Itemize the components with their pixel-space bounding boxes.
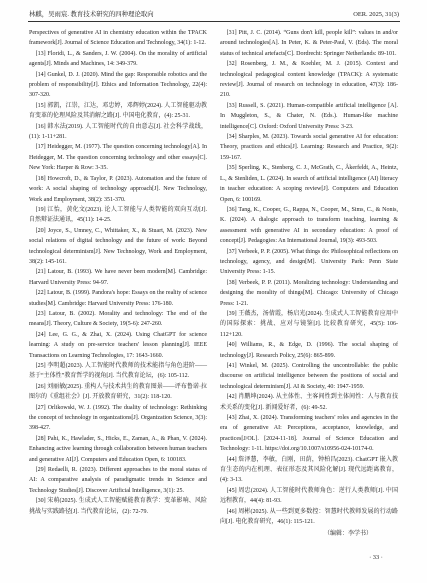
reference-entry: [42] 肖鹏坤(2024). 从主体性、主客间性到主体间性：人与教育技术关系的变化[J]. 新闻爱好者，(6): 49-52. bbox=[220, 394, 398, 411]
reference-entry: [44] 詹泽慧，李敏，白刚，田荫，钟柏昌(2023). ChatGPT 嵌入教育生态的内在机理、表征形态及其风险化解[J]. 现代远距离教育，(4): 3-13. bbox=[220, 456, 398, 484]
reference-entry: [39] 王薇杰，汤倩霞，杨启光(2024). 生成式人工智能教育应用中的国际探索：挑战、应对与镜鉴[J]. 比较教育研究，45(5): 106-112+120. bbox=[220, 310, 398, 338]
reference-entry: [32] Rosenberg, J. M., & Koehler, M. J. (2015). Context and technological pedagogical content knowledge (TPACK): A systematic review[J]. Journal of research on technology in education, 47(3): 186-210. bbox=[220, 61, 398, 99]
reference-entry: [28] Pahi, K., Hawlader, S., Hicks, E., Zaman, A., & Phan, V. (2024). Enhancing active learning through collaboration between human teachers and generative AI[J]. Computers and Education Open, 6: 100183. bbox=[29, 435, 207, 463]
header-rule bbox=[28, 21, 400, 22]
reference-entry: [18] Howcroft, D., & Taylor, P. (2023). Automation and the future of work: A social shaping of technology approach[J]. New Technology, Work and Employment, 38(2): 351-370. bbox=[29, 175, 207, 203]
reference-entry: [40] Williams, R., & Edge, D. (1996). The social shaping of technology[J]. Research Policy, 25(6): 865-899. bbox=[220, 342, 398, 359]
reference-entry: [45] 周忠(2024). 人工智能时代教师角色：逆行人类教师[J]. 中国远程教育，44(4): 81-93. bbox=[220, 487, 398, 505]
page-number: · 33 · bbox=[369, 554, 383, 561]
reference-entry: [21] Latour, B. (1993). We have never been modern[M]. Cambridge: Harvard University Press: 94-97. bbox=[29, 269, 207, 286]
reference-entry: [41] Winkel, M. (2025). Controlling the uncontrollable: the public discourse on artificial intelligence between the positions of social and technological determinism[J]. AI & Society, 40: 1947-1959. bbox=[220, 363, 398, 390]
reference-entry: [14] Gunkel, D. J. (2020). Mind the gap: Responsible robotics and the problem of responsibility[J]. Ethics and Information Technology, 22(4): 307-320. bbox=[29, 71, 207, 99]
reference-entry: [25] 李明超(2023). 人工智能时代教师的技术能指与角色进阶——基于“主体性”教育哲学的视角[J]. 当代教育论坛，(6): 105-112. bbox=[29, 363, 207, 380]
reference-entry-continued: Perspectives of generative AI in chemistry education within the TPACK framework[J]. Journal of Science Education and Technology, 34(1): 1-12. bbox=[29, 30, 207, 47]
reference-entry: [22] Latour, B. (1999). Pandora's hope: Essays on the reality of science studies[M]. Cambridge: Harvard University Press: 176-180. bbox=[29, 290, 207, 307]
reference-entry: [34] Sharples, M. (2023). Towards social generative AI for education: Theory, practices and ethics[J]. Learning: Research and Practice, 9(2): 159-167. bbox=[220, 134, 398, 161]
reference-entry: [29] Redaelli, R. (2023). Different approaches to the moral status of AI: A comparative analysis of paradigmatic trends in Science and Technology Studies[J]. Discover Artificial Intelligence, 3(1): 25. bbox=[29, 467, 207, 494]
reference-entry: [31] Pitt, J. C. (2014). “Guns don't kill, people kill”: values in and/or around technologies[A]. In Peter, K. & Peter-Paul, V. (Eds). The moral status of technical artefacts[C]. Dordrecht: Springer Netherlands: 89-101. bbox=[220, 30, 398, 57]
running-head bbox=[29, 10, 399, 19]
reference-entry: [36] Tang, K., Cooper, G., Rappa, N., Cooper, M., Sims, C., & Nonis, K. (2024). A dialogic approach to transform teaching, learning & assessment with generative AI in secondary education: A proof of concept[J]. Pedagogies: An International Journal, 19(3): 493-503. bbox=[220, 206, 398, 245]
running-head-journal: OER. 2025, 31(3) bbox=[353, 11, 399, 18]
reference-column-left bbox=[29, 28, 207, 517]
reference-entry: [15] 郭凯，江崇，江达，邓忠婷，邓辉婷(2024). 人工智能驱动教育变革的伦理风险及其消解之路[J]. 中国电化教育，(4): 25-31. bbox=[29, 102, 207, 120]
reference-entry: [16] 韩水法(2019). 人工智能时代的自由意志[J]. 社会科学战线，(11): 1-11+281. bbox=[29, 123, 207, 141]
reference-entry: [13] Floridi, L., & Sanders, J. W. (2004). On the morality of artificial agents[J]. Minds and Machines, 14: 349-379. bbox=[29, 50, 207, 68]
reference-entry: [43] Zhai, X. (2024). Transforming teachers' roles and agencies in the era of generative AI: Perceptions, acceptance, knowledge, and practices[J/OL]. [2024-11-18]. Journal of Science Education and Technology: 1-11. https://doi.org/10.1007/s10956-024-10174-0. bbox=[220, 415, 398, 453]
reference-entry: [23] Latour, B. (2002). Morality and technology: The end of the means[J]. Theory, Culture & Society, 19(5-6): 247-260. bbox=[29, 310, 207, 328]
reference-entry: [17] Heidegger, M. (1977). The question concerning technology[A]. In Heidegger, M. The question concerning technology and other essays[C]. New York: Harper & Row: 3-35. bbox=[29, 144, 207, 172]
reference-column-right bbox=[220, 28, 398, 539]
reference-entry: [30] 宋萌(2025). 生成式人工智能赋能教育教学：变革影响、风险挑战与实践路径[J]. 当代教育论坛，(2): 72-79. bbox=[29, 498, 207, 515]
reference-entry: [33] Russell, S. (2021). Human-compatible artificial intelligence [A]. In Muggleton, S., & Chater, N. (Eds.). Human-like machine intelligence[C]. Oxford: Oxford University Press: 3-23. bbox=[220, 102, 398, 130]
reference-entry: [27] Orlikowski, W. J. (1992). The duality of technology: Rethinking the concept of technology in organizations[J]. Organization Science, 3(3): 398-427. bbox=[29, 404, 207, 432]
reference-entry: [37] Verbeek, P. P. (2005). What things do: Philosophical reflections on technology, agency, and design[M]. University Park: Penn State University Press: 1-15. bbox=[220, 248, 398, 276]
reference-entry: [19] 江怡，黄化文(2023). 论人工智能与人类智能的双向互动[J]. 自然辩证法通讯，45(11): 14-25. bbox=[29, 206, 207, 224]
reference-entry: [24] Lee, G. G., & Zhai, X. (2024). Using ChatGPT for science learning: A study on pre-service teachers' lesson planning[J]. IEEE Transactions on Learning Technologies, 17: 1643-1660. bbox=[29, 331, 207, 359]
editor-note: （编辑：李学书） bbox=[323, 530, 372, 537]
reference-entry: [46] 周彬(2025). 从一些到更多数控：智慧时代教师发展的行动路向[J]. 电化教育研究，46(1): 115-121. bbox=[220, 508, 398, 526]
reference-entry: [35] Sperling, K., Stenberg, C. J., McGrath, C., Åkerfeldt, A., Heintz, L., & Stenliden, L. (2024). In search of artificial intelligence (AI) literacy in teacher education: A scoping review[J]. Computers and Education Open, 6: 100169. bbox=[220, 165, 398, 203]
running-head-title: 林麒，吴雨宸. 教育技术研究的四种理论取向 bbox=[29, 11, 154, 18]
reference-entry: [26] 刘丽敏(2025). 重构人与技术共生的教育图景——评布鲁诺·拉图尔的《重组社会》[J]. 开放教育研究，31(2): 118-120. bbox=[29, 383, 207, 401]
reference-entry: [20] Joyce, S., Umney, C., Whittaker, X., & Stuart, M. (2023). New social relations of digital technology and the future of work: Beyond technological determinism[J]. New Technology, Work and Employment, 38(2): 145-161. bbox=[29, 227, 207, 265]
reference-entry: [38] Verbeek, P. P. (2011). Moralizing technology: Understanding and designing the morality of things[M]. Chicago: University of Chicago Press: 1-21. bbox=[220, 279, 398, 307]
